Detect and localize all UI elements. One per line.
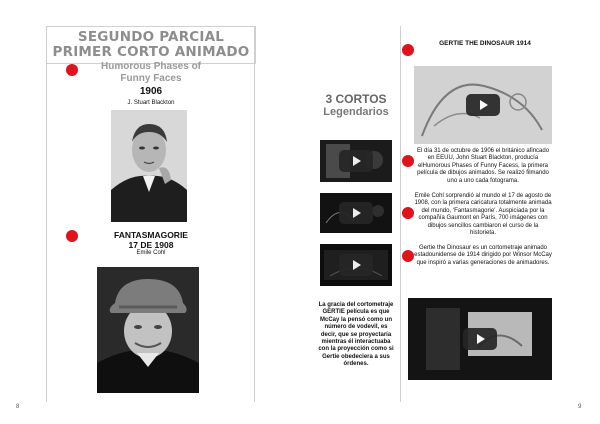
play-icon[interactable]: [339, 202, 373, 224]
right-page-rule: [400, 26, 401, 402]
paragraph-3: Gertie the Dinosaur es un cortometraje animado estadounidense de 1914 dirigido por Winsor McCay que inspiró a varias generaciones de animadores.: [414, 245, 552, 266]
play-icon[interactable]: [466, 94, 500, 116]
bullet-dot-icon: [66, 64, 78, 76]
left-page-rule-right: [254, 26, 255, 402]
film1-author: J. Stuart Blackton: [127, 100, 175, 106]
bullet-dot-icon: [402, 207, 414, 219]
page-number-left: 8: [16, 404, 20, 410]
film2-date: 17 DE 1908: [128, 240, 174, 250]
title-line-2: PRIMER CORTO ANIMADO: [52, 44, 250, 60]
center-heading-line-2: Legendarios: [323, 106, 389, 118]
portrait-blackton: [111, 110, 187, 222]
film2-title: FANTASMAGORIE: [114, 230, 188, 240]
bullet-dot-icon: [402, 250, 414, 262]
portrait-cohl: [97, 267, 199, 393]
film1-year: 1906: [139, 86, 163, 97]
title-line-1: SEGUNDO PARCIAL: [77, 29, 225, 45]
play-icon[interactable]: [339, 254, 373, 276]
page-number-right: 9: [578, 404, 582, 410]
paragraph-1: El día 31 de octubre de 1906 el británico afincado en EEUU, John Stuart Blackton, producía elHumorous Phases of Funny Facess, la primera película de dibujos animados. Se realizó filmando uno a uno cada fotograma.: [416, 148, 550, 184]
bullet-dot-icon: [402, 155, 414, 167]
bullet-dot-icon: [402, 44, 414, 56]
film1-title-line-1: Humorous Phases of: [100, 61, 202, 72]
film1-title-line-2: Funny Faces: [120, 73, 182, 84]
film2-author: Emile Cohl: [136, 250, 166, 256]
play-icon[interactable]: [339, 150, 373, 172]
left-page-rule-left: [46, 26, 47, 402]
paragraph-2: Emile Cohl sorprendió al mundo el 17 de agosto de 1908, con la primera caricatura totalmente animada del mundo, ‘Fantasmagorie’. Auspiciada por la compañía Gaumont en París, 700 imágenes con dibujos sencillos cambiaron el curso de la historieta.: [414, 193, 552, 237]
video-gertie-bottom[interactable]: [408, 298, 552, 380]
video-thumbnail-2[interactable]: [320, 193, 392, 233]
play-icon[interactable]: [463, 328, 497, 350]
title-box: [46, 26, 256, 64]
gertie-note: La gracia del cortometraje GERTIE película es que McCay la pensó como un número de vodevil, es decir, que se proyectaría mientras él interactuaba con la proyección como si Gertie obedeciera a sus órdenes.: [318, 302, 394, 368]
video-thumbnail-1[interactable]: [320, 140, 392, 182]
video-gertie-large[interactable]: [414, 66, 552, 144]
video-thumbnail-3[interactable]: [320, 244, 392, 286]
center-heading-line-1: 3 CORTOS: [325, 92, 387, 106]
gertie-heading: GERTIE THE DINOSAUR 1914: [439, 40, 531, 47]
bullet-dot-icon: [66, 230, 78, 242]
